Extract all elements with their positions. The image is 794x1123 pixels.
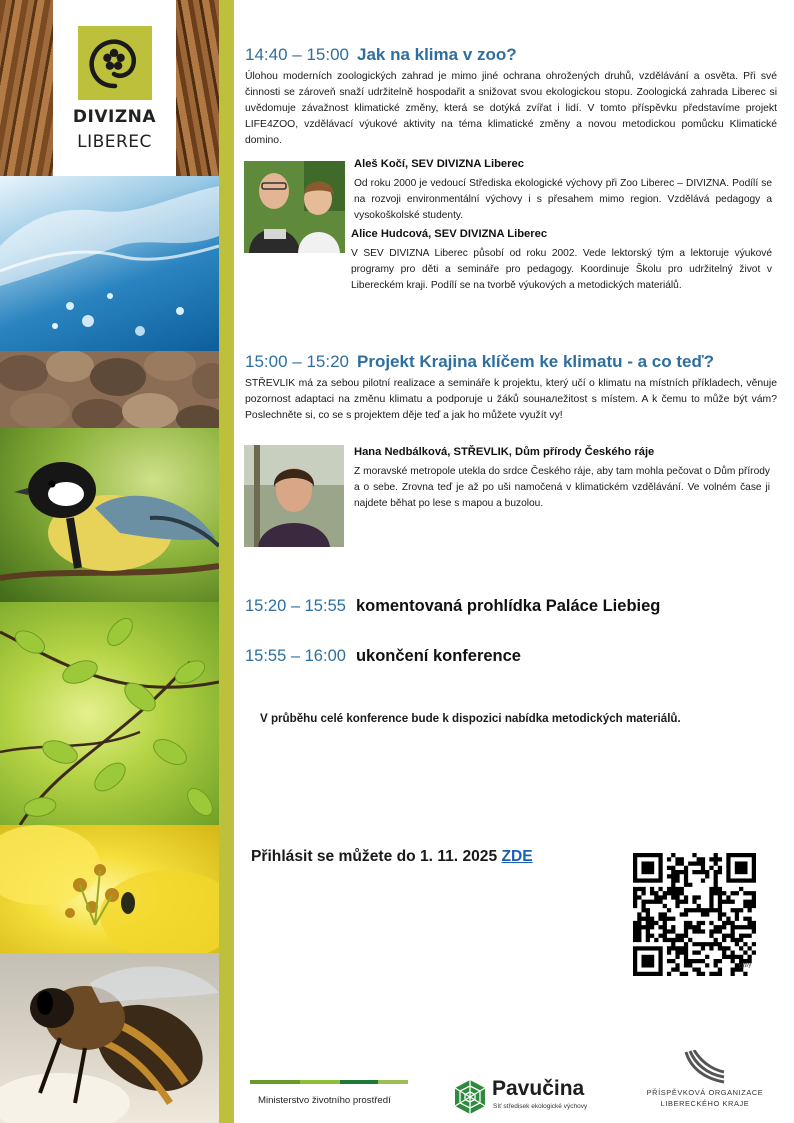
qr-finder-pattern xyxy=(633,946,663,976)
ministry-name: Ministerstvo životního prostředí xyxy=(258,1095,391,1106)
ministry-bar-3 xyxy=(340,1080,378,1084)
speaker-name-koci: Aleš Kočí, SEV DIVIZNA Liberec xyxy=(354,158,524,170)
great-tit-bird-photo xyxy=(0,428,219,602)
ministry-bar-1 xyxy=(250,1080,300,1084)
schedule-time: 15:20 – 15:55 xyxy=(245,597,346,615)
speaker-bio-nedbalkova: Z moravské metropole utekla do srdce Českého ráje, aby tam mohla pečovat o Dům přírody a o sebe. Zrovna teď je až po uši namočená v klimatickém vzdělávání. Ve volném čase ji najdete běhat po lese s mapou a buzolou. xyxy=(354,466,770,509)
qr-finder-pattern xyxy=(633,853,663,883)
section2-body: STŘEVLIK má za sebou pilotní realizace a semináře k projektu, který učí o klimatu na místních příkladech, věnuje pozornost adaptaci na změnu klimatu a podporuje u žáků souналežitost s místem. A k čemu to může být vám? Poslechněte si, co se s projektem děje teď a jak ho můžete využít vy! xyxy=(245,378,777,421)
org-line-1: PŘÍSPĚVKOVÁ ORGANIZACE xyxy=(646,1088,764,1097)
divizna-spiral-flower-icon xyxy=(78,26,152,100)
schedule-event: komentovaná prohlídka Paláce Liebieg xyxy=(355,597,661,615)
schedule-time: 15:55 – 16:00 xyxy=(245,647,346,665)
registration-line xyxy=(251,848,533,866)
schedule-event: ukončení konference xyxy=(355,647,521,665)
section2-heading xyxy=(245,352,714,372)
liberec-region-logo-icon xyxy=(680,1050,726,1084)
registration-text: Přihlásit se můžete do 1. 11. 2025 xyxy=(251,848,498,865)
section1-body: Úlohou moderních zoologických zahrad je mimo jiné ochrana ohrožených druhů, vzdělávání a osvěta. Při své činnosti se zároveň snaží udržitelně hospodařit a snižovat svou ekologickou stopu. Zoologická zahrada Liberec si uvědomuje závažnost klimatické změny, která se dotýká zvířat i lidí. V tomto příspěvku představíme projekt LIFE4ZOO, vzdělávací výukové aktivity na téma klimatické změny a novou metodickou pomůcku Klimatické domino. xyxy=(245,71,777,146)
ministry-bar-2 xyxy=(300,1080,340,1084)
org-line-2: LIBERECKÉHO KRAJE xyxy=(660,1099,750,1108)
pavucina-name: Pavučina xyxy=(492,1077,585,1100)
speaker-bio-hudcova: V SEV DIVIZNA Liberec působí od roku 2002. Vede lektorský tým a lektoruje výukové programy pro děti a semináře pro pedagogy. Koordinuje Školu pro udržitelný život v Libereckém kraji. Podílí se na tvorbě výukových a metodických materiálů. xyxy=(351,248,772,291)
materials-note: V průběhu celé konference bude k dispozici nabídka metodických materiálů. xyxy=(260,712,681,725)
section1-heading xyxy=(245,45,517,65)
honey-bee-photo xyxy=(0,953,219,1123)
speaker-bio-koci: Od roku 2000 je vedoucí Střediska ekologické výchovy při Zoo Liberec – DIVIZNA. Podílí se na rozvoji environmentální výchovy i s přesahem mimo region. Vzdělává pedagogy a vysokoškolské studenty. xyxy=(354,178,772,221)
ministry-bar-4 xyxy=(378,1080,408,1084)
section2-title: Projekt Krajina klíčem ke klimatu - a co teď? xyxy=(356,352,715,371)
yellow-flower-photo xyxy=(0,825,219,953)
green-divider-strip xyxy=(219,0,234,1123)
side-photo-column xyxy=(0,0,219,1123)
schedule-item-palace-tour xyxy=(245,597,660,616)
logo-text-divizna: DIVIZNA xyxy=(72,107,157,127)
section2-time: 15:00 – 15:20 xyxy=(245,352,349,371)
ministry-color-bars xyxy=(250,1080,408,1088)
logo-text-liberec: LIBEREC xyxy=(77,132,152,152)
speaker-name-nedbalkova: Hana Nedbálková, STŘEVLIK, Dům přírody Českého ráje xyxy=(354,446,655,458)
section1-title: Jak na klima v zoo? xyxy=(356,45,517,64)
schedule-item-closing xyxy=(245,647,521,666)
pavucina-web-icon xyxy=(452,1079,488,1115)
pavucina-subtitle: Síť středisek ekologické výchovy xyxy=(493,1103,588,1110)
wood-texture-left xyxy=(0,0,53,176)
registration-qr-code[interactable] xyxy=(633,853,756,976)
divizna-logo xyxy=(53,0,176,176)
qr-bitly-tag: bitly xyxy=(738,960,753,971)
speaker-name-hudcova: Alice Hudcová, SEV DIVIZNA Liberec xyxy=(351,228,548,240)
registration-link[interactable]: ZDE xyxy=(501,848,533,865)
stones-photo xyxy=(0,351,219,428)
section1-time: 14:40 – 15:00 xyxy=(245,45,349,64)
green-leaves-photo xyxy=(0,602,219,825)
qr-finder-pattern xyxy=(726,853,756,883)
speakers-photo-koci-hudcova xyxy=(244,161,345,253)
speaker-photo-nedbalkova xyxy=(244,445,344,547)
wood-texture-right xyxy=(176,0,219,176)
water-splash-photo xyxy=(0,176,219,351)
